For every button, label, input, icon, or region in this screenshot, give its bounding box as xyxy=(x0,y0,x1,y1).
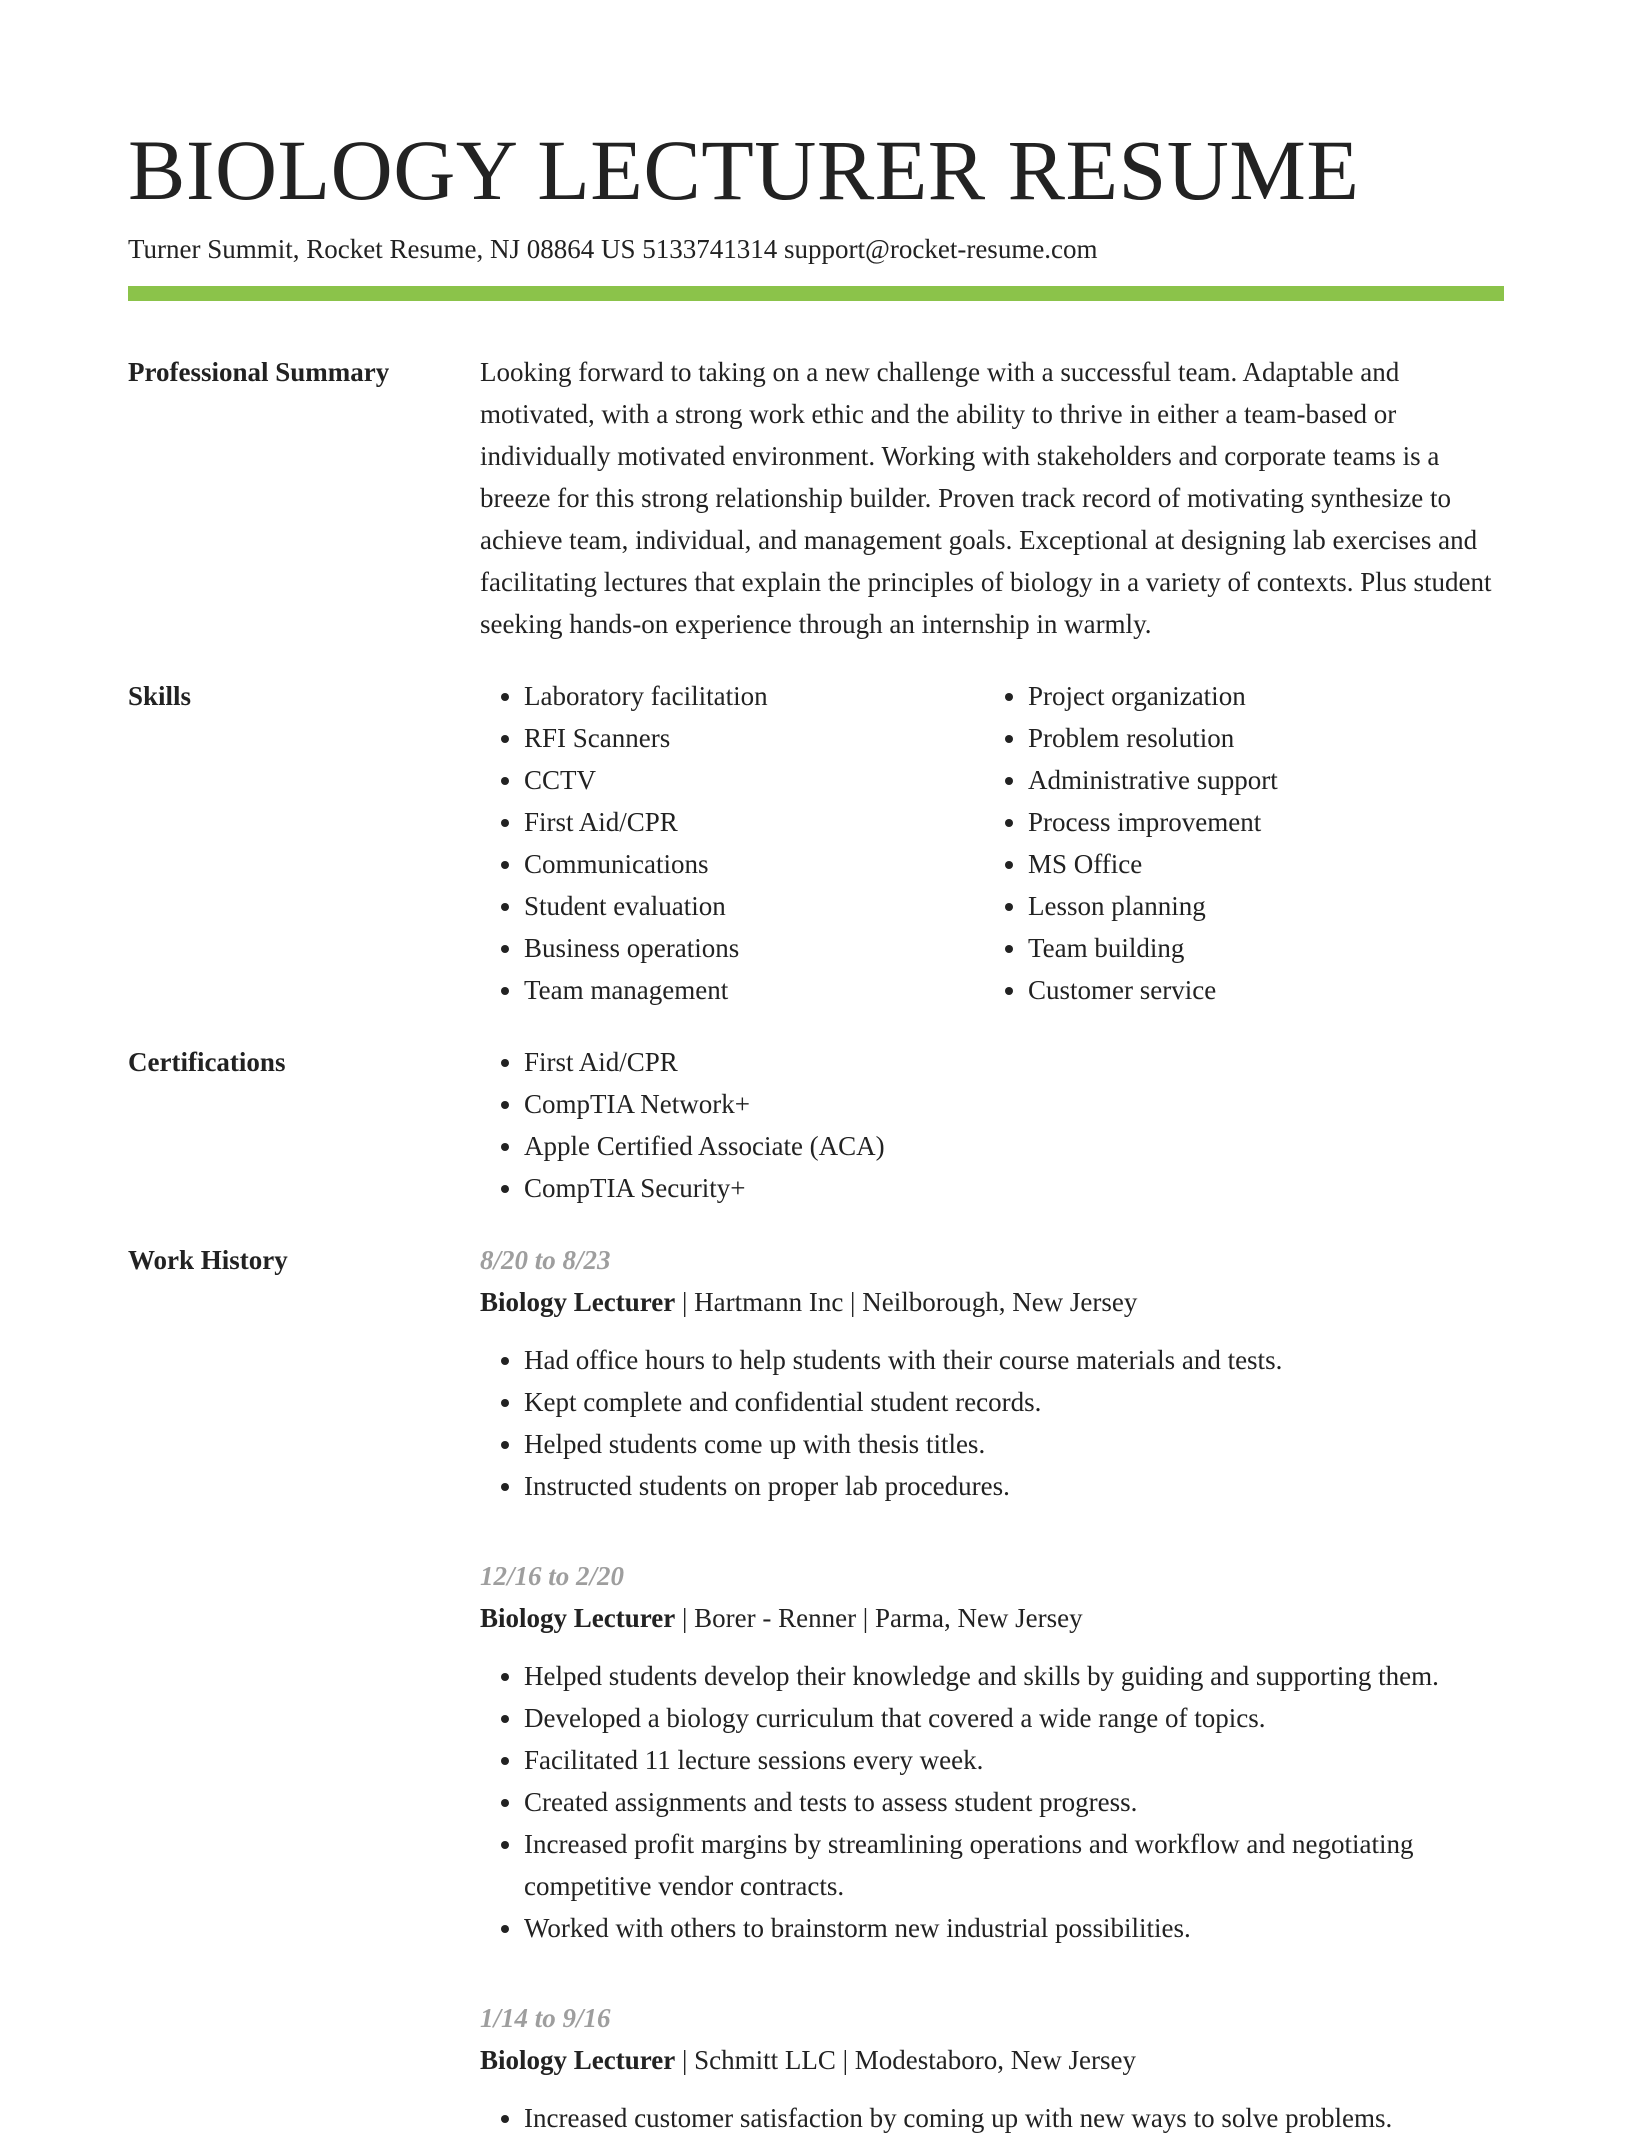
skill-item: • Team management xyxy=(524,969,984,1011)
job-entry xyxy=(480,1555,1504,1949)
skill-item: • RFI Scanners xyxy=(524,717,984,759)
job-bullet: • Increased profit margins by streamlining operations and workflow and negotiating competitive vendor contracts. xyxy=(524,1823,1504,1907)
section-label-skills: Skills xyxy=(128,681,192,711)
job-bullets xyxy=(480,1339,1504,1507)
job-bullet: • Increased customer satisfaction by coming up with new ways to solve problems. xyxy=(524,2097,1504,2139)
skill-item: • Problem resolution xyxy=(1028,717,1488,759)
work-history-section xyxy=(128,1239,1504,2139)
job-heading xyxy=(480,1281,1504,1323)
skill-item: • Business operations xyxy=(524,927,984,969)
skill-item: • Laboratory facilitation xyxy=(524,675,984,717)
job-bullet: • Helped students develop their knowledge and skills by guiding and supporting them. xyxy=(524,1655,1504,1697)
resume-title: BIOLOGY LECTURER RESUME xyxy=(128,122,1360,218)
skills-section xyxy=(128,675,1504,1011)
skill-item: • CCTV xyxy=(524,759,984,801)
summary-text: Looking forward to taking on a new challenge with a successful team. Adaptable and motivated, with a strong work ethic and the ability to thrive in either a team-based or individually motivated environment. Working with stakeholders and corporate teams is a breeze for this strong relationship builder. Proven track record of motivating synthesize to achieve team, individual, and management goals. Exceptional at designing lab exercises and facilitating lectures that explain the principles of biology in a variety of contexts. Plus student seeking hands-on experience through an internship in warmly. xyxy=(480,357,1492,639)
job-bullet: • Facilitated 11 lecture sessions every week. xyxy=(524,1739,1504,1781)
skill-item: • MS Office xyxy=(1028,843,1488,885)
skill-item: • Customer service xyxy=(1028,969,1488,1011)
certification-item: • CompTIA Security+ xyxy=(524,1167,1504,1209)
resume-page xyxy=(128,120,1504,2139)
contact-line: Turner Summit, Rocket Resume, NJ 08864 US 5133741314 support@rocket-resume.com xyxy=(128,234,1098,264)
section-label-summary: Professional Summary xyxy=(128,357,390,387)
skill-item: • First Aid/CPR xyxy=(524,801,984,843)
job-title: Biology Lecturer xyxy=(480,2045,676,2075)
skills-list-left xyxy=(480,675,984,1011)
skill-item: • Project organization xyxy=(1028,675,1488,717)
skill-item: • Lesson planning xyxy=(1028,885,1488,927)
skills-list-right xyxy=(984,675,1488,1011)
header-divider xyxy=(128,286,1504,301)
skill-item: • Communications xyxy=(524,843,984,885)
skill-item: • Team building xyxy=(1028,927,1488,969)
job-bullet: • Kept complete and confidential student records. xyxy=(524,1381,1504,1423)
job-bullet: • Had office hours to help students with their course materials and tests. xyxy=(524,1339,1504,1381)
job-heading xyxy=(480,2039,1504,2081)
job-bullet: • Developed a biology curriculum that covered a wide range of topics. xyxy=(524,1697,1504,1739)
skill-item: • Student evaluation xyxy=(524,885,984,927)
job-entry xyxy=(480,1239,1504,1507)
job-bullets xyxy=(480,1655,1504,1949)
job-bullet: • Instructed students on proper lab procedures. xyxy=(524,1465,1504,1507)
skill-item: • Process improvement xyxy=(1028,801,1488,843)
section-label-certifications: Certifications xyxy=(128,1047,286,1077)
job-bullets xyxy=(480,2097,1504,2139)
section-label-work-history: Work History xyxy=(128,1245,288,1275)
certification-item: • First Aid/CPR xyxy=(524,1041,1504,1083)
certification-item: • CompTIA Network+ xyxy=(524,1083,1504,1125)
job-dates: 8/20 to 8/23 xyxy=(480,1245,611,1275)
job-bullet: • Helped students come up with thesis titles. xyxy=(524,1423,1504,1465)
job-dates: 12/16 to 2/20 xyxy=(480,1561,625,1591)
job-bullet: • Created assignments and tests to assess student progress. xyxy=(524,1781,1504,1823)
certifications-list xyxy=(480,1041,1504,1209)
job-bullet: • Worked with others to brainstorm new industrial possibilities. xyxy=(524,1907,1504,1949)
job-dates: 1/14 to 9/16 xyxy=(480,2003,611,2033)
job-company-location: | Hartmann Inc | Neilborough, New Jersey xyxy=(675,1287,1138,1317)
job-company-location: | Schmitt LLC | Modestaboro, New Jersey xyxy=(675,2045,1136,2075)
job-company-location: | Borer - Renner | Parma, New Jersey xyxy=(675,1603,1083,1633)
job-title: Biology Lecturer xyxy=(480,1603,676,1633)
job-heading xyxy=(480,1597,1504,1639)
job-entry xyxy=(480,1997,1504,2139)
skill-item: • Administrative support xyxy=(1028,759,1488,801)
summary-section xyxy=(128,351,1504,645)
job-title: Biology Lecturer xyxy=(480,1287,676,1317)
certification-item: • Apple Certified Associate (ACA) xyxy=(524,1125,1504,1167)
certifications-section xyxy=(128,1041,1504,1209)
